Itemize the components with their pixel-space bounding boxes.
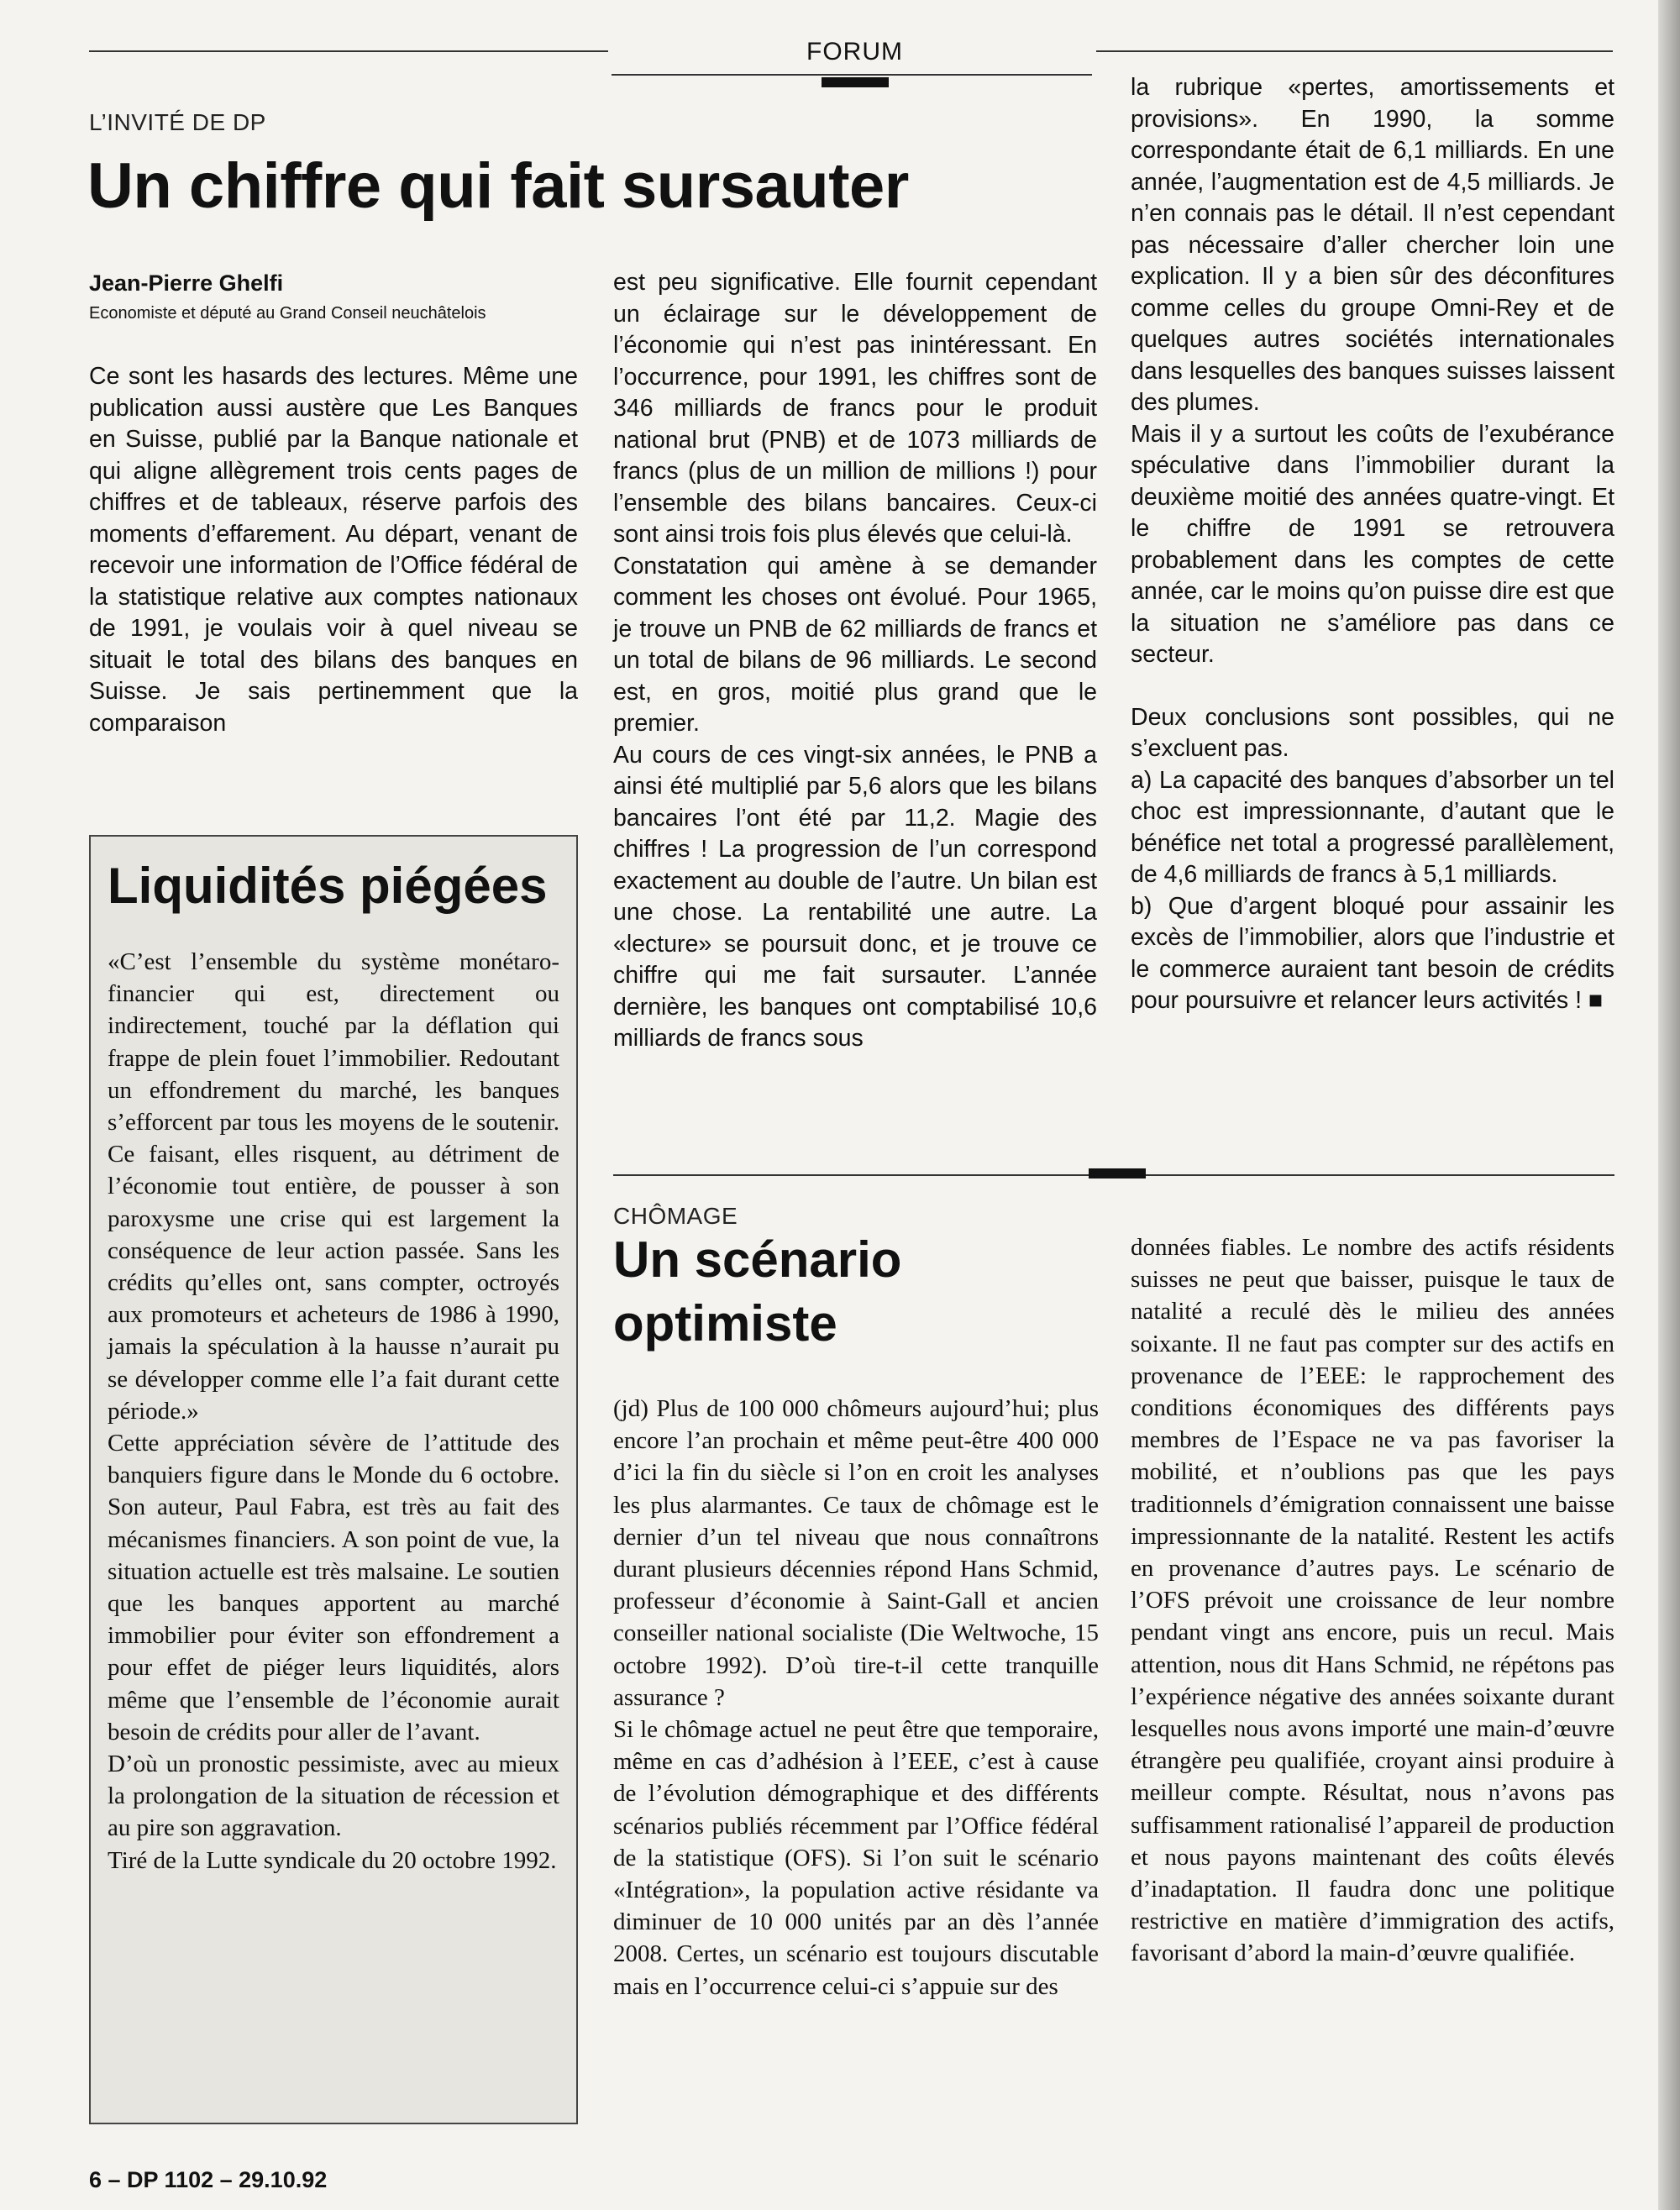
sidebar-body xyxy=(108,946,559,1877)
article2-title: Un scénario optimiste xyxy=(613,1231,902,1352)
article1-column-2 xyxy=(613,267,1097,1055)
page-edge xyxy=(1658,0,1680,2210)
article1-col3-p1: la rubrique «pertes, amortissements et provisions». En 1990, la somme correspondante était de 6,1 milliards. En une année, l’augmentation est de 4,5 milliards. Je n’en connais pas le détail. Il n’est cependant pas nécessaire d’aller chercher loin une explication. Il y a bien sûr des déconfitures comme celles du groupe Omni-Rey et de quelques autres sociétés internationales dans lesquelles des banques suisses laissent des plumes. xyxy=(1131,74,1614,416)
article1-col1-text: Ce sont les hasards des lectures. Même une publication aussi austère que Les Banques en Suisse, publié par la Banque nationale et qui aligne allègrement trois cents pages de chiffres et de tableaux, réserve parfois des moments d’effarement. Au départ, venant de recevoir une information de l’Office fédéral de la statistique relative aux comptes nationaux de 1991, je voulais voir à quel niveau se situait le total des bilans des banques en Suisse. Je sais pertinemment que la comparaison xyxy=(89,363,578,737)
article2-col1-p2: Si le chômage actuel ne peut être que temporaire, même en cas d’adhésion à l’EEE, c’est à cause de l’évolution démographique et des différents scénarios publiés récemment par l’Office fédéral de la statistique (OFS). Si l’on suit le scénario «Intégration», la population active résidante va diminuer de 10 000 unités par an dès l’année 2008. Certes, un scénario est toujours discutable mais en l’occurrence celui-ci s’appuie sur des xyxy=(613,1716,1099,2000)
header-rule-right xyxy=(1096,50,1613,52)
article1-col3-p5-text: b) Que d’argent bloqué pour assainir les excès de l’immobilier, alors que l’industrie et le commerce auraient tant besoin de crédits pour poursuivre et relancer leurs activités ! xyxy=(1131,892,1614,1014)
article1-kicker: L’INVITÉ DE DP xyxy=(89,109,266,135)
article1-col2-p2: Constatation qui amène à se demander comment les choses ont évolué. Pour 1965, je trouve un PNB de 62 milliards de francs et un total de bilans de 96 milliards. Le second est, en gros, moitié plus grand que le premier. xyxy=(613,552,1097,737)
article2-col1-p1: (jd) Plus de 100 000 chômeurs aujourd’hui; plus encore l’an prochain et même peut-être 400 000 d’ici la fin du siècle si l’on en croit les analyses les plus alarmantes. Ce taux de chômage est le dernier d’un tel niveau que nous connaîtrons durant plusieurs décennies répond Hans Schmid, professeur d’économie à Saint-Gall et ancien conseiller national socialiste (Die Weltwoche, 15 octobre 1992). D’où tire-t-il cette tranquille assurance ? xyxy=(613,1395,1099,1711)
article2-tab xyxy=(1089,1168,1146,1178)
sidebar-title: Liquidités piégées xyxy=(108,858,548,914)
article1-col3-p2: Mais il y a surtout les coûts de l’exubérance spéculative dans l’immobilier durant la deuxième moitié des années quatre-vingt. Et le chiffre de 1991 se retrouvera probablement dans les comptes de cette année, car le moins qu’on puisse dire est que la situation ne s’améliore pas dans ce secteur. xyxy=(1131,420,1614,668)
article1-author-role: Economiste et député au Grand Conseil neuchâtelois xyxy=(89,304,486,323)
article1-col3-p5 xyxy=(1131,891,1614,1017)
page-folio: 6 – DP 1102 – 29.10.92 xyxy=(89,2167,328,2192)
article1-col3-p3: Deux conclusions sont possibles, qui ne s’excluent pas. xyxy=(1131,703,1614,762)
article1-col2-p1: est peu significative. Elle fournit cependant un éclairage sur le développement de l’économie qui n’est pas inintéressant. En l’occurrence, pour 1991, les chiffres sont de 346 milliards de francs pour le produit national brut (PNB) et de 1073 milliards de francs (plus de un million de millions !) pour l’ensemble des bilans bancaires. Ceux-ci sont ainsi trois fois plus élevés que celui-là. xyxy=(613,269,1097,548)
sidebar-p4: Tiré de la Lutte syndicale du 20 octobre 1992. xyxy=(108,1846,557,1874)
section-label: FORUM xyxy=(806,38,903,66)
header-rule-left xyxy=(89,50,608,52)
article2-column-1 xyxy=(613,1393,1099,2003)
sidebar-p3: D’où un pronostic pessimiste, avec au mieux la prolongation de la situation de récession et au pire son aggravation. xyxy=(108,1751,559,1842)
sidebar-box xyxy=(89,835,578,2124)
sidebar-p2: Cette appréciation sévère de l’attitude des banquiers figure dans le Monde du 6 octobre. Son auteur, Paul Fabra, est très au fait des mécanismes financiers. A son point de vue, la situation actuelle est très malsaine. Le soutien que les banques apportent au marché immobilier pour éviter son effondrement a pour effet de piéger leurs liquidités, alors même que l’ensemble de l’économie aurait besoin de crédits pour aller de l’avant. xyxy=(108,1430,559,1745)
section-tab xyxy=(822,77,889,87)
article1-column-3 xyxy=(1131,72,1614,1017)
article2-column-2 xyxy=(1131,1231,1614,1970)
article1-col3-p4: a) La capacité des banques d’absorber un tel choc est impressionnante, d’autant que le bénéfice net total a progressé parallèlement, de 4,6 milliards de francs à 5,1 milliards. xyxy=(1131,766,1614,888)
article2-col2-text: données fiables. Le nombre des actifs résidents suisses ne peut que baisser, puisque le taux de natalité a reculé dès le milieu des années soixante. Il ne faut pas compter sur des actifs en provenance de l’EEE: le rapprochement des conditions économiques des différents pays membres de l’Espace ne va pas favoriser la mobilité, et n’oublions pas que les pays traditionnels d’émigration connaissent une baisse impressionnante de la natalité. Restent les actifs en provenance d’autres pays. Le scénario de l’OFS prévoit une croissance de leur nombre pendant vingt ans encore, puis un recul. Mais attention, nous dit Hans Schmid, ne répétons pas l’expérience négative des années soixante durant lesquelles nous avons importé une main-d’œuvre étrangère peu qualifiée, croyant ainsi produire à meilleur compte. Résultat, nous n’avons pas suffisamment rationalisé l’appareil de production et nous payons maintenant des coûts élevés d’inadaptation. Il faudra donc une politique restrictive en matière d’immigration des actifs, favorisant d’abord la main-d’œuvre qualifiée. xyxy=(1131,1234,1614,1967)
article1-column-1 xyxy=(89,361,578,739)
end-mark: ■ xyxy=(1588,987,1604,1014)
article1-col2-p3: Au cours de ces vingt-six années, le PNB a ainsi été multiplié par 5,6 alors que les bilans bancaires l’ont été par 11,2. Magie des chiffres ! La progression de l’un correspond exactement au double de l’autre. Un bilan est une chose. La rentabilité une autre. La «lecture» se poursuit donc, et je trouve ce chiffre qui me fait sursauter. L’année dernière, les banques ont comptabilisé 10,6 milliards de francs sous xyxy=(613,741,1097,1052)
article1-title: Un chiffre qui fait sursauter xyxy=(87,150,909,222)
article1-author: Jean-Pierre Ghelfi xyxy=(89,270,284,296)
header-rule-center xyxy=(612,74,1092,76)
article2-kicker: CHÔMAGE xyxy=(613,1203,738,1229)
sidebar-p1: «C’est l’ensemble du système monétaro-financier qui est, directement ou indirectement, touché par la déflation qui frappe de plein fouet l’immobilier. Redoutant un effondrement du marché, les banques s’efforcent par tous les moyens de le soutenir. Ce faisant, elles risquent, au détriment de l’économie tout entière, de pousser à son paroxysme une crise qui est largement la conséquence de leur action passée. Sans les crédits qu’elles ont, sans compter, octroyés aux promoteurs et acheteurs de 1986 à 1990, jamais la spéculation à la hausse n’aurait pu se développer comme elle l’a fait durant cette période.» xyxy=(108,948,559,1425)
